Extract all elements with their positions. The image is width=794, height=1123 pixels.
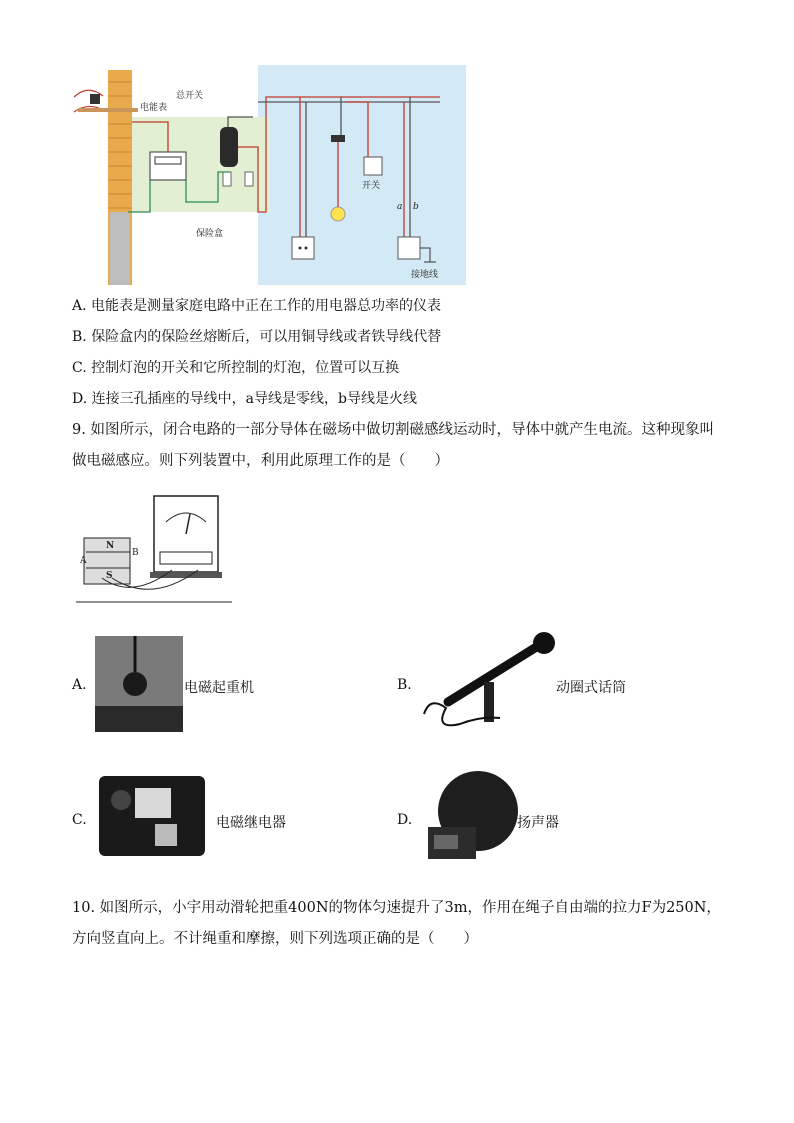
q8-option-b: B. 保险盒内的保险丝熔断后，可以用铜导线或者铁导线代替 [72,329,442,345]
q9-option-b-letter: B. [397,677,412,693]
household-circuit-diagram [68,62,468,287]
main-switch-icon [220,127,238,167]
label-fuse-box: 保险盒 [196,229,224,239]
electromagnetic-relay-photo [95,768,209,860]
electromagnetic-crane-photo [95,636,183,732]
label-point-a: A [80,556,87,566]
q9-option-d-caption: 扬声器 [517,815,559,831]
insulator-icon [90,94,100,104]
light-switch-icon [364,157,382,175]
meter-area [125,117,270,212]
label-wire-a: a [397,202,403,212]
q8-option-c: C. 控制灯泡的开关和它所控制的灯泡，位置可以互换 [72,360,400,376]
q9-option-a-caption: 电磁起重机 [184,680,254,696]
household-circuit-figure [68,62,468,287]
q10-stem: 10. 如图所示，小宇用动滑轮把重400N的物体匀速提升了3m，作用在绳子自由端的拉力F为250N，方向竖直向上。不计绳重和摩擦，则下列选项正确的是（ ） [72,900,721,947]
q9-option-d-letter: D. [397,812,413,828]
induction-apparatus-diagram [72,492,232,607]
loudspeaker-photo [420,765,518,865]
two-hole-socket-icon [292,237,314,259]
label-point-b: B [132,548,139,558]
electric-meter-icon [150,152,186,180]
q9-option-c-caption: 电磁继电器 [216,815,286,831]
three-hole-socket-icon [398,237,420,259]
wall-base [110,212,130,285]
label-magnet-s: S [106,571,113,581]
electromagnetic-induction-figure [72,492,232,607]
q9-option-b-caption: 动圈式话筒 [556,680,626,696]
q8-option-d: D. 连接三孔插座的导线中，a导线是零线，b导线是火线 [72,391,417,407]
label-magnet-n: N [106,541,115,551]
label-electric-meter: 电能表 [140,103,168,113]
q9-stem: 9. 如图所示，闭合电路的一部分导体在磁场中做切割磁感线运动时，导体中就产生电流。这种现象叫做电磁感应。则下列装置中，利用此原理工作的是（ ） [72,422,714,469]
dynamic-microphone-photo [420,632,556,736]
q9-option-c-letter: C. [72,812,87,828]
label-wire-b: b [413,202,419,212]
label-switch: 开关 [362,181,381,191]
light-bulb-icon [331,207,345,221]
q8-option-a: A. 电能表是测量家庭电路中正在工作的用电器总功率的仪表 [72,298,442,314]
label-ground-wire: 接地线 [411,270,439,280]
indoor-area [258,65,466,285]
label-main-switch: 总开关 [176,91,204,101]
q9-option-a-letter: A. [72,677,87,693]
